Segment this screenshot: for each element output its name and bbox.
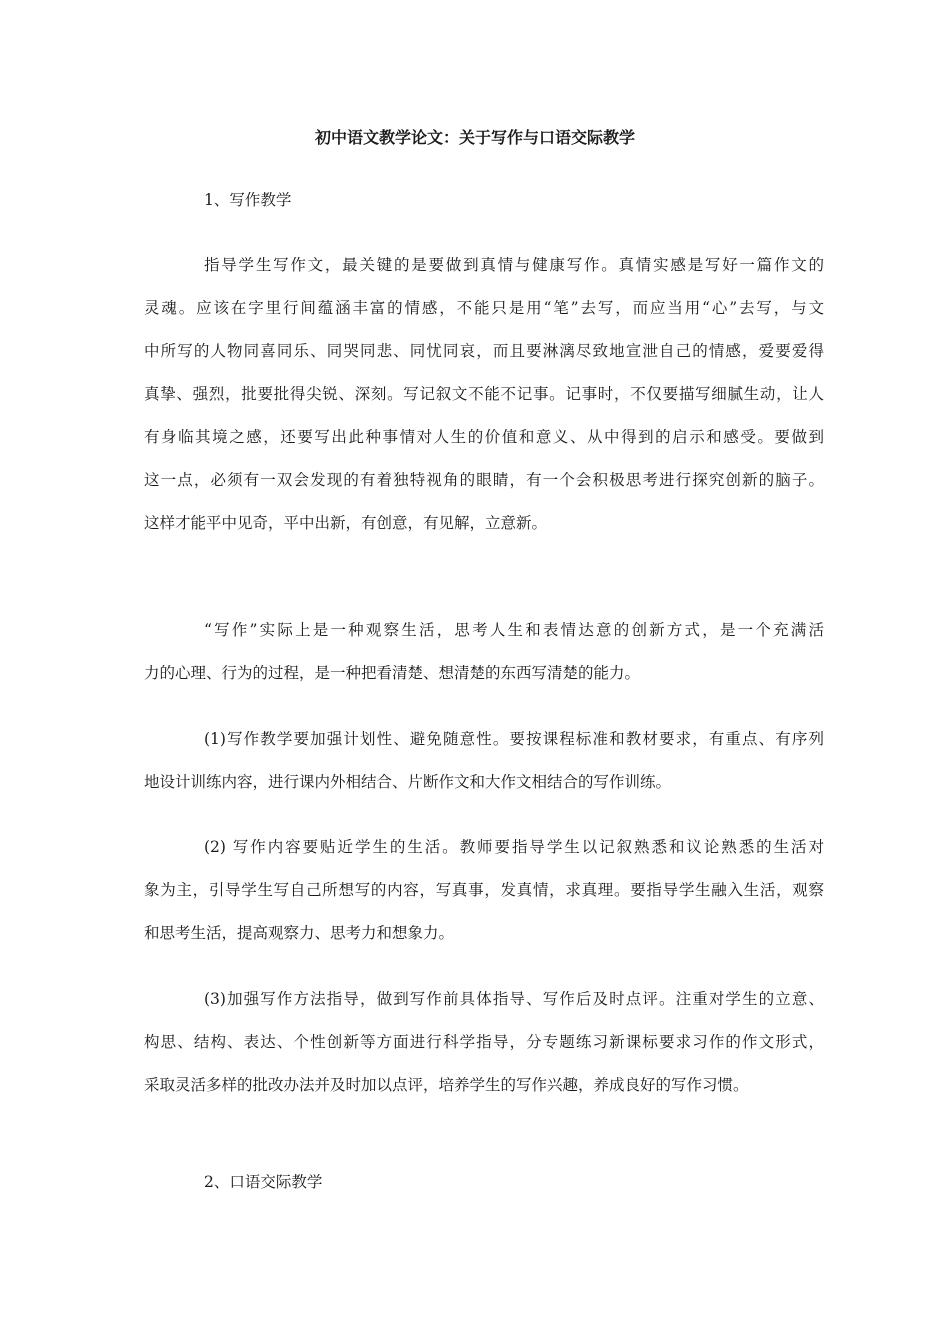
paragraph-line: 真挚、强烈，批要批得尖锐、深刻。写记叙文不能不记事。记事时，不仅要描写细腻生动，让人 [144, 385, 824, 403]
paragraph-line: 指导学生写作文，最关键的是要做到真情与健康写作。真情实感是写好一篇作文的 [204, 256, 824, 274]
section-heading-writing: 1、写作教学 [204, 191, 292, 209]
paragraph-line: (1)写作教学要加强计划性、避免随意性。要按课程标准和教材要求，有重点、有序列 [204, 730, 824, 748]
paragraph-1 [144, 244, 824, 545]
paragraph-line: 构思、结构、表达、个性创新等方面进行科学指导，分专题练习新课标要求习作的作文形式， [144, 1033, 824, 1051]
paragraph-line: “写作”实际上是一种观察生活，思考人生和表情达意的创新方式，是一个充满活 [204, 621, 824, 639]
paragraph-3 [144, 718, 824, 804]
paragraph-4 [144, 826, 824, 955]
paragraph-line: 这一点，必须有一双会发现的有着独特视角的眼睛，有一个会积极思考进行探究创新的脑子。 [144, 471, 824, 489]
paragraph-line: (3)加强写作方法指导，做到写作前具体指导、写作后及时点评。注重对学生的立意、 [204, 990, 824, 1008]
paragraph-2 [144, 609, 824, 695]
document-title: 初中语文教学论文：关于写作与口语交际教学 [314, 128, 635, 147]
paragraph-line: 采取灵活多样的批改办法并及时加以点评，培养学生的写作兴趣，养成良好的写作习惯。 [144, 1076, 749, 1094]
paragraph-line: 象为主，引导学生写自己所想写的内容，写真事，发真情，求真理。要指导学生融入生活，观察 [144, 881, 824, 899]
paragraph-5 [144, 978, 824, 1107]
section-heading-oral-communication: 2、口语交际教学 [204, 1173, 323, 1191]
paragraph-line: 这样才能平中见奇，平中出新，有创意，有见解，立意新。 [144, 514, 548, 532]
paragraph-line: 和思考生活，提高观察力、思考力和想象力。 [144, 924, 455, 942]
paragraph-line: 地设计训练内容，进行课内外相结合、片断作文和大作文相结合的写作训练。 [144, 773, 672, 791]
paragraph-line: 力的心理、行为的过程，是一种把看清楚、想清楚的东西写清楚的能力。 [144, 664, 641, 682]
paragraph-line: (2) 写作内容要贴近学生的生活。教师要指导学生以记叙熟悉和议论熟悉的生活对 [204, 838, 824, 856]
paragraph-line: 有身临其境之感，还要写出此种事情对人生的价值和意义、从中得到的启示和感受。要做到 [144, 428, 824, 446]
paragraph-line: 灵魂。应该在字里行间蕴涵丰富的情感，不能只是用“笔”去写，而应当用“心”去写，与文 [144, 299, 824, 317]
paragraph-line: 中所写的人物同喜同乐、同哭同悲、同忧同哀，而且要淋漓尽致地宣泄自己的情感，爱要爱得 [144, 342, 824, 360]
